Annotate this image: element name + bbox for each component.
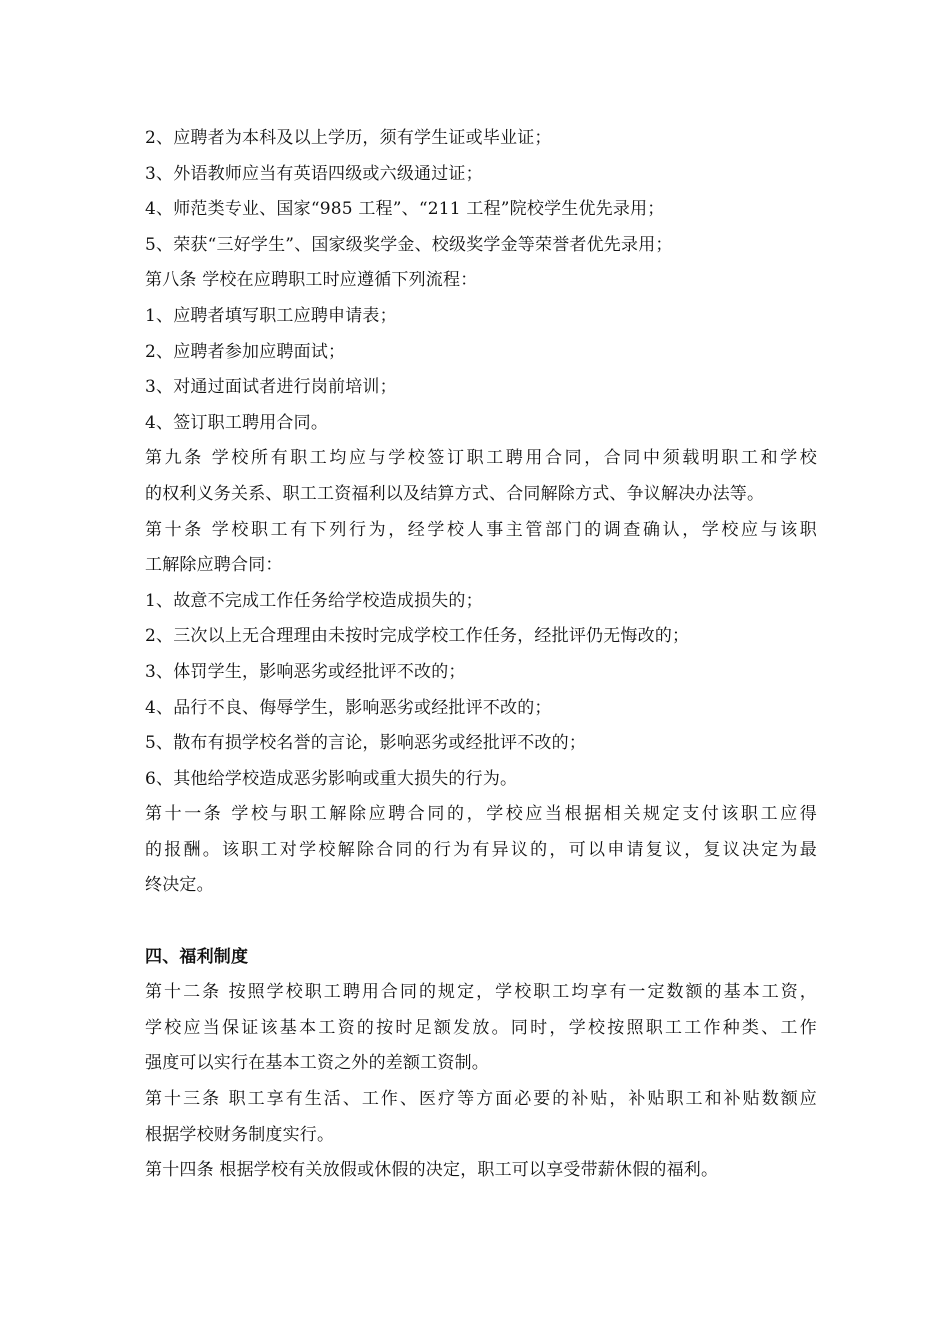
list-item: 2、应聘者为本科及以上学历，须有学生证或毕业证； <box>145 128 552 148</box>
article-12-line: 第十二条 按照学校职工聘用合同的规定，学校职工均享有一定数额的基本工资， <box>145 982 817 1003</box>
list-item: 6、其他给学校造成恶劣影响或重大损失的行为。 <box>145 768 518 789</box>
list-item: 5、荣获“三好学生”、国家级奖学金、校级奖学金等荣誉者优先录用； <box>145 234 673 255</box>
blank-line <box>145 904 817 940</box>
section-heading: 四、福利制度 <box>145 946 249 967</box>
article-13-line: 根据学校财务制度实行。 <box>145 1124 335 1145</box>
article-11-line: 第十一条 学校与职工解除应聘合同的，学校应当根据相关规定支付该职工应得 <box>145 804 817 825</box>
list-item: 3、体罚学生，影响恶劣或经批评不改的； <box>145 661 466 682</box>
article-13-line: 第十三条 职工享有生活、工作、医疗等方面必要的补贴，补贴职工和补贴数额应 <box>145 1089 817 1110</box>
list-item: 2、应聘者参加应聘面试； <box>145 341 346 362</box>
list-item: 3、外语教师应当有英语四级或六级通过证； <box>145 163 483 184</box>
list-item: 4、师范类专业、国家“985 工程”、“211 工程”院校学生优先录用； <box>145 199 665 220</box>
list-item: 2、三次以上无合理理由未按时完成学校工作任务，经批评仍无悔改的； <box>145 626 690 647</box>
document-body <box>145 121 817 1189</box>
list-item: 4、签订职工聘用合同。 <box>145 412 329 433</box>
article-11-line: 的报酬。该职工对学校解除合同的行为有异议的，可以申请复议，复议决定为最 <box>145 839 817 860</box>
article-12-line: 强度可以实行在基本工资之外的差额工资制。 <box>145 1053 489 1074</box>
article-12-line: 学校应当保证该基本工资的按时足额发放。同时，学校按照职工工作种类、工作 <box>145 1017 817 1038</box>
article-10-line: 第十条 学校职工有下列行为，经学校人事主管部门的调查确认，学校应与该职 <box>145 519 817 540</box>
article-10-line: 工解除应聘合同： <box>145 555 283 576</box>
list-item: 4、品行不良、侮辱学生，影响恶劣或经批评不改的； <box>145 697 552 718</box>
article-9-line: 的权利义务关系、职工工资福利以及结算方式、合同解除方式、争议解决办法等。 <box>145 483 765 504</box>
list-item: 5、散布有损学校名誉的言论，影响恶劣或经批评不改的； <box>145 733 587 754</box>
list-item: 1、应聘者填写职工应聘申请表； <box>145 305 397 326</box>
list-item: 1、故意不完成工作任务给学校造成损失的； <box>145 590 483 611</box>
list-item: 3、对通过面试者进行岗前培训； <box>145 377 397 398</box>
article-9-line: 第九条 学校所有职工均应与学校签订职工聘用合同，合同中须载明职工和学校 <box>145 448 817 469</box>
article-8-heading-line: 第八条 学校在应聘职工时应遵循下列流程： <box>145 270 478 291</box>
article-14-line: 第十四条 根据学校有关放假或休假的决定，职工可以享受带薪休假的福利。 <box>145 1160 719 1181</box>
article-11-line: 终决定。 <box>145 875 214 896</box>
